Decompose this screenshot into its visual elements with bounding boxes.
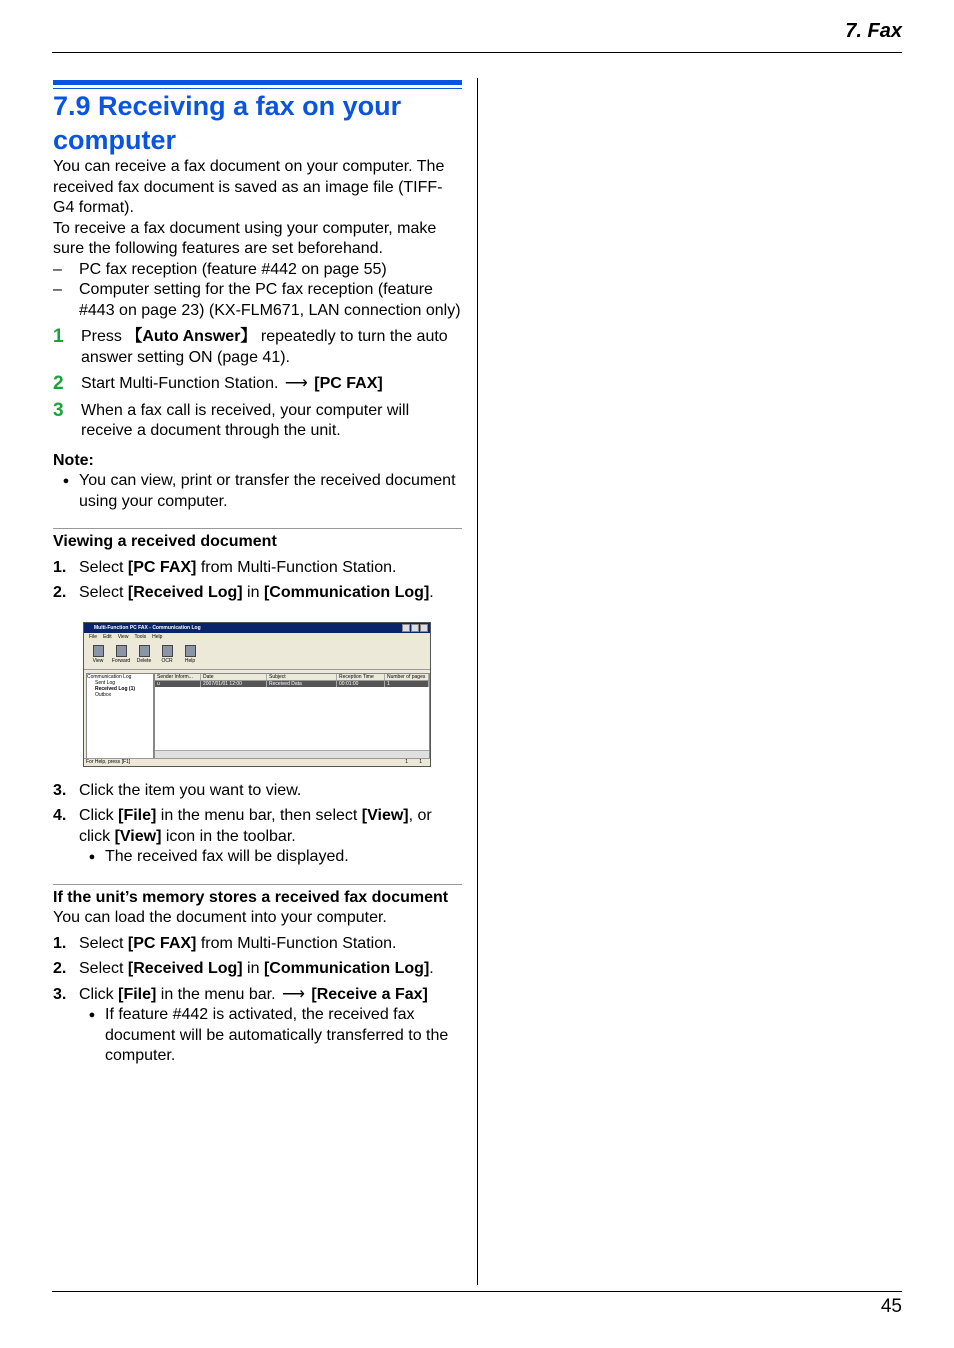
list-item: – Computer setting for the PC fax reception (feature #443 on page 23) (KX-FLM671, LAN connection only) [53,281,461,319]
delete-icon: Delete [134,641,154,669]
viewing-step-3: 3. Click the item you want to view. [53,781,302,799]
subsection-heading-viewing: Viewing a received document [53,533,277,550]
viewing-step-4: 4. Click [File] in the menu bar, then select [View], or click [View] icon in the toolbar. [53,807,432,845]
note-item: ● You can view, print or transfer the received document using your computer. [53,471,462,512]
minimize-icon [402,624,410,632]
log-tree: Communication Log Sent Log Received Log (1) Outbox [86,673,154,759]
menu-bar: File Edit View Tools Help [89,633,163,640]
footer-rule [52,1291,902,1292]
note-label: Note: [53,451,94,469]
subsection-heading-memory: If the unit’s memory stores a received fax document [53,888,449,906]
table-row: u 2007/01/01 12:00 Received Data 00:01:00 1 [155,681,429,687]
viewing-step-4-bullet: ● The received fax will be displayed. [53,847,462,868]
memory-step-2: 2. Select [Received Log] in [Communication Log]. [53,960,434,977]
step-2: 2 Start Multi-Function Station. ⟶ [PC FAX] [53,373,383,394]
bullet-icon: ● [62,475,70,487]
arrow-icon: ⟶ [281,985,305,1003]
intro-paragraph-2: To receive a fax document using your computer, make sure the following features are set beforehand. [53,219,437,257]
toolbar [84,641,430,670]
help-icon: Help [180,641,200,669]
viewing-step-1: 1. Select [PC FAX] from Multi-Function Station. [53,558,397,576]
left-column [53,80,462,1067]
window-title: Multi-Function PC FAX - Communication Log [84,623,430,633]
close-icon [420,624,428,632]
step-1: 1 Press 【Auto Answer】 repeatedly to turn the auto answer setting ON (page 41). [53,326,448,366]
log-list: Sender Inform... Date Subject Reception Time Number of pages u 2007/01/01 12:00 Received Data 00:01:00 1 [154,673,430,759]
step-3: 3 When a fax call is received, your computer will receive a document through the unit. [53,399,410,439]
arrow-icon: ⟶ [284,375,308,392]
bullet-icon: ● [88,1009,96,1021]
viewing-step-2: 2. Select [Received Log] in [Communication Log]. [53,584,434,601]
section-title: 7.9 Receiving a fax on your computer [53,91,402,155]
bullet-icon: ● [88,851,96,863]
intro-paragraph-1: You can receive a fax document on your computer. The received fax document is saved as an image file (TIFF-G4 format). [53,158,445,216]
status-bar: For Help, press [F1] 1 1 [84,758,430,766]
page-number: 45 [880,1296,902,1317]
subsection-rule [53,528,462,529]
ocr-icon: OCR [157,641,177,669]
header-rule [52,52,902,53]
memory-step-1: 1. Select [PC FAX] from Multi-Function Station. [53,934,397,952]
memory-step-3: 3. Click [File] in the menu bar. ⟶ [Receive a Fax] [53,985,462,1006]
maximize-icon [411,624,419,632]
app-screenshot [83,622,431,767]
chapter-header: 7. Fax [845,20,902,42]
memory-intro: You can load the document into your computer. [53,909,387,926]
section-bar [53,80,462,85]
subsection-rule [53,884,462,885]
forward-icon: Forward [111,641,131,669]
view-icon: View [88,641,108,669]
column-divider [477,78,478,1285]
scrollbar [155,750,429,758]
memory-step-3-bullet: ● If feature #442 is activated, the received fax document will be automatically transferred to the computer. [53,1005,462,1067]
list-item: – PC fax reception (feature #442 on page 55) [53,260,387,278]
